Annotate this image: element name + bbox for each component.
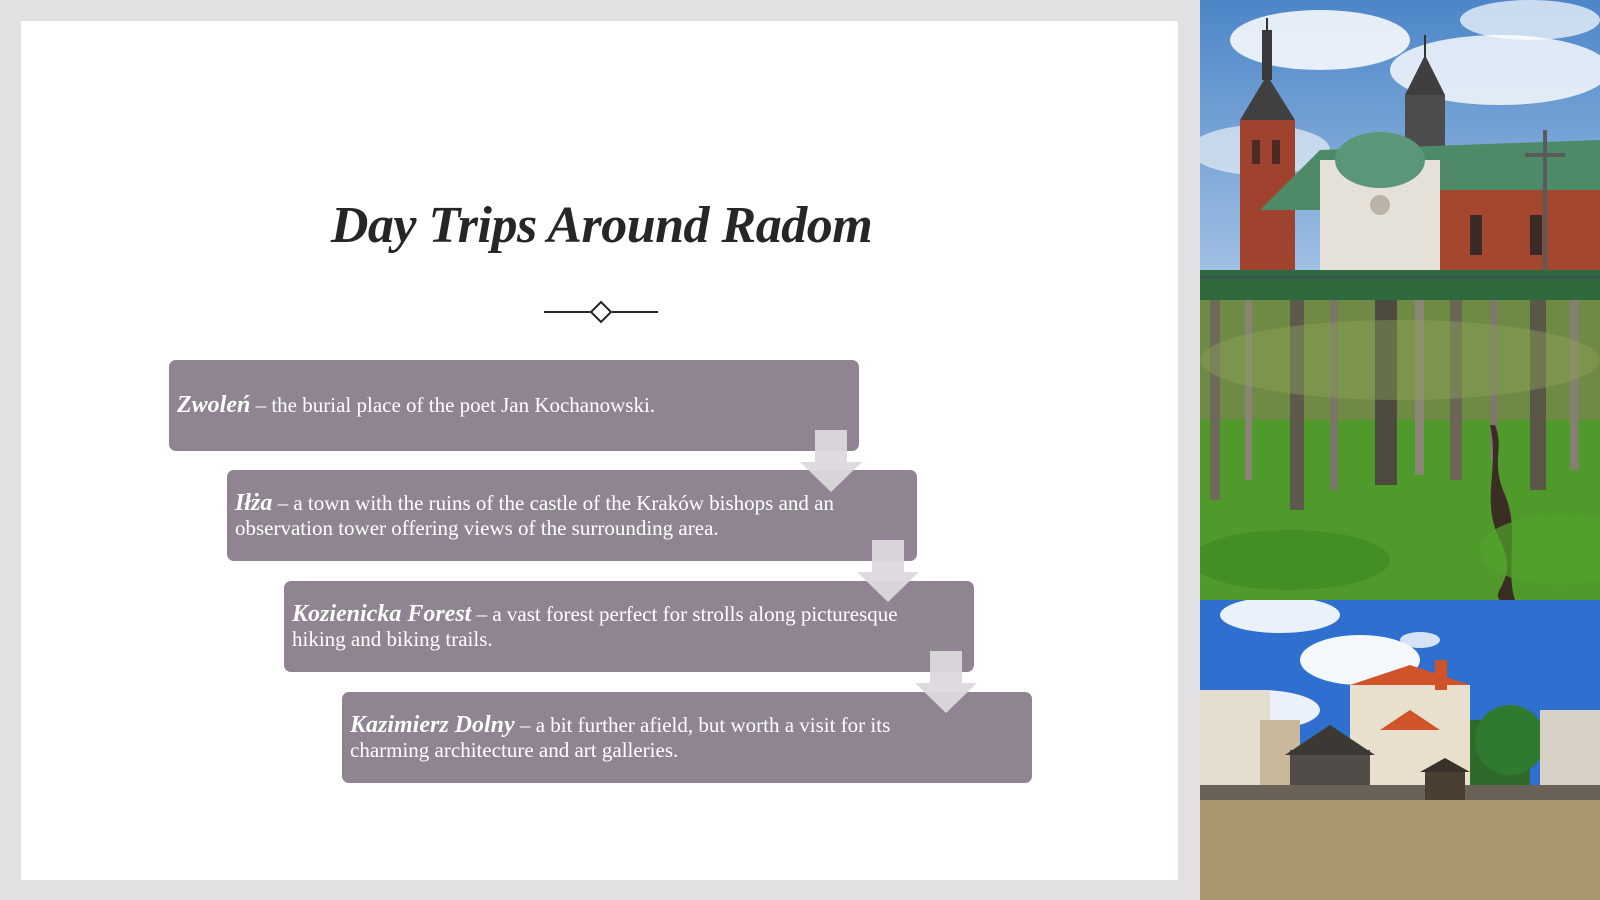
town-square-photo [1200,600,1600,900]
slide-title: Day Trips Around Radom [330,197,873,254]
step-separator: – [471,601,493,626]
church-photo [1200,0,1600,300]
step-text: a bit further afield, but worth a visit for its charming architecture and art galleries. [350,712,891,762]
step-text: the burial place of the poet Jan Kochanowski. [271,393,656,417]
step-text: a town with the ruins of the castle of the Kraków bishops and an observation tower offering views of the surrounding area. [235,490,834,540]
step-separator: – [272,490,294,515]
down-arrow-icon [857,540,919,602]
step-text: a vast forest perfect for strolls along picturesque hiking and biking trails. [292,601,898,651]
diamond-divider-icon [544,299,658,325]
photo-column [1200,0,1600,900]
step-zwolen [169,360,859,451]
down-arrow-icon [800,430,862,492]
step-name: Kazimierz Dolny [350,711,515,738]
step-separator: – [250,393,272,417]
step-name: Zwoleń [177,392,251,418]
forest-photo [1200,300,1600,600]
step-name: Kozienicka Forest [292,600,472,627]
down-arrow-icon [915,651,977,713]
step-separator: – [514,712,536,737]
step-name: Iłża [235,489,273,516]
